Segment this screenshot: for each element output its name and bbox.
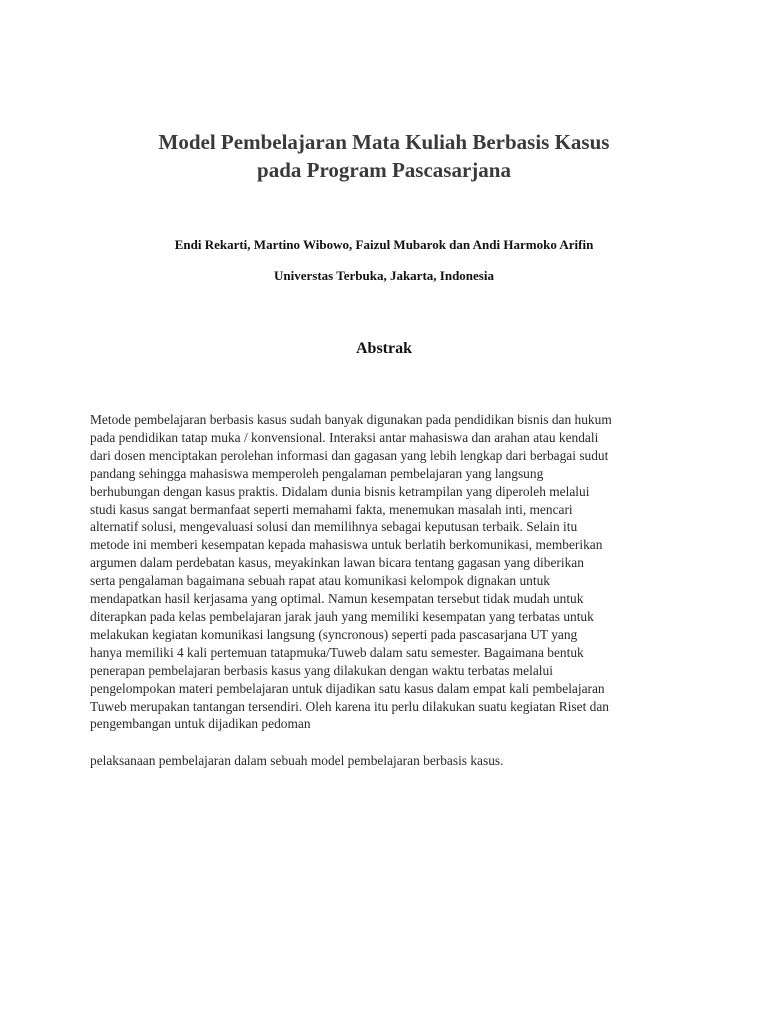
abstract-line: melakukan kegiatan komunikasi langsung (syncronous) seperti pada pascasarjana UT yang — [90, 626, 578, 642]
abstract-line: mendapatkan hasil kerjasama yang optimal. Namun kesempatan tersebut tidak mudah untuk — [90, 591, 584, 607]
abstract-line: pada pendidikan tatap muka / konvensional. Interaksi antar mahasiswa dan arahan atau kendali — [90, 429, 599, 445]
abstract-line: pengembangan untuk dijadikan pedoman — [90, 716, 311, 732]
abstract-line: alternatif solusi, mengevaluasi solusi dan memilihnya sebagai keputusan terbaik. Selain itu — [90, 519, 578, 535]
author-list: Endi Rekarti, Martino Wibowo, Faizul Mubarok dan Andi Harmoko Arifin — [174, 237, 594, 252]
abstract-line: studi kasus sangat bermanfaat seperti memahami fakta, menemukan masalah inti, mencari — [90, 501, 573, 517]
abstract-line: berhubungan dengan kasus praktis. Didalam dunia bisnis ketrampilan yang diperoleh melalui — [90, 483, 590, 499]
paper-title-line-2: pada Program Pascasarjana — [257, 158, 511, 182]
paper-title-line-1: Model Pembelajaran Mata Kuliah Berbasis Kasus — [158, 130, 610, 154]
abstract-line: diterapkan pada kelas pembelajaran jarak jauh yang memiliki kesempatan yang terbatas untuk — [90, 608, 594, 624]
closing-paragraph: pelaksanaan pembelajaran dalam sebuah model pembelajaran berbasis kasus. — [90, 753, 504, 768]
abstract-line: pandang sehingga mahasiswa memperoleh pengalaman pembelajaran yang langsung — [90, 465, 544, 481]
abstract-line: dari dosen menciptakan perolehan informasi dan gagasan yang lebih lengkap dari berbagai sudut — [90, 447, 609, 463]
abstract-line: serta pengalaman bagaimana sebuah rapat atau komunikasi kelompok dignakan untuk — [90, 573, 550, 589]
abstract-line: Tuweb merupakan tantangan tersendiri. Oleh karena itu perlu dilakukan suatu kegiatan Riset dan — [90, 698, 609, 714]
paper-title — [0, 128, 768, 184]
abstract-line: penerapan pembelajaran berbasis kasus yang dilakukan dengan waktu terbatas melalui — [90, 662, 553, 678]
abstract-body — [90, 411, 690, 733]
abstract-line: pengelompokan materi pembelajaran untuk dijadikan satu kasus dalam empat kali pembelajaran — [90, 680, 605, 696]
affiliation: Universtas Terbuka, Jakarta, Indonesia — [274, 268, 494, 283]
abstract-line: hanya memiliki 4 kali pertemuan tatapmuka/Tuweb dalam satu semester. Bagaimana bentuk — [90, 644, 584, 660]
abstract-line: Metode pembelajaran berbasis kasus sudah banyak digunakan pada pendidikan bisnis dan hukum — [90, 412, 612, 427]
abstract-line: metode ini memberi kesempatan kepada mahasiswa untuk berlatih berkomunikasi, memberikan — [90, 537, 603, 553]
abstract-heading: Abstrak — [355, 340, 412, 357]
abstract-line: argumen dalam perdebatan kasus, meyakinkan lawan bicara tentang gagasan yang diberikan — [90, 555, 584, 571]
